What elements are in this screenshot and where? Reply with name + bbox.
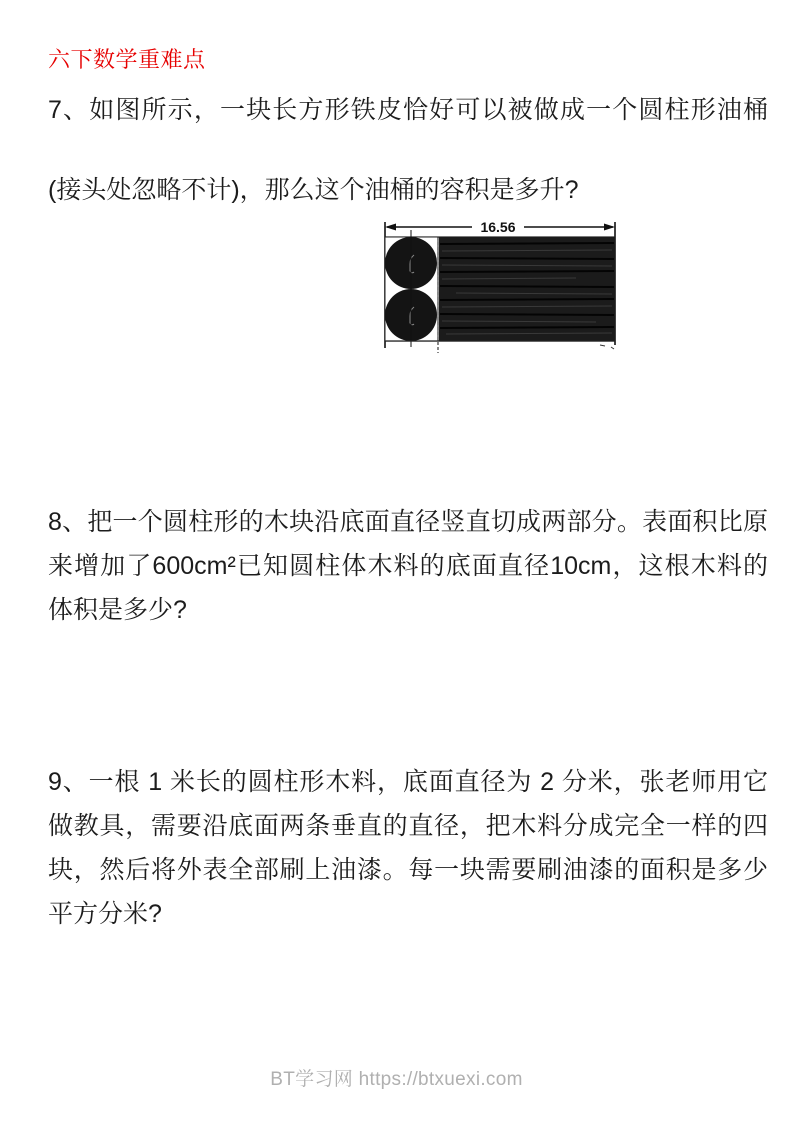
question-8-line-3: 体积是多少? (48, 596, 187, 624)
question-8-line-1: 8、把一个圆柱形的木块沿底面直径竖直切成两部分。表面积比原 (48, 508, 768, 536)
question-9-line-4: 平方分米? (48, 900, 162, 928)
shaded-body-region (439, 237, 615, 341)
question-7-line-2: (接头处忽略不计)，那么这个油桶的容积是多升? (48, 176, 579, 204)
site-watermark: BT学习网 https://btxuexi.com (270, 1069, 523, 1090)
corner-tick-1 (600, 345, 605, 346)
page-title: 六下数学重难点 (48, 47, 206, 72)
dimension-label: 16.56 (480, 219, 516, 235)
question-9-line-3: 块，然后将外表全部刷上油漆。每一块需要刷油漆的面积是多少 (48, 856, 768, 884)
question-8-line-2: 来增加了600cm²已知圆柱体木料的底面直径10cm，这根木料的 (48, 552, 768, 580)
cylinder-sheet-diagram (376, 214, 622, 356)
arrow-right-icon (604, 224, 615, 231)
cylinder-sheet-figure (376, 214, 622, 356)
arrow-left-icon (385, 224, 396, 231)
question-9-line-1: 9、一根 1 米长的圆柱形木料，底面直径为 2 分米，张老师用它 (48, 768, 768, 796)
question-7-line-1: 7、如图所示，一块长方形铁皮恰好可以被做成一个圆柱形油桶 (48, 96, 768, 124)
corner-tick-2 (611, 347, 614, 349)
question-9-line-2: 做教具，需要沿底面两条垂直的直径，把木料分成完全一样的四 (48, 812, 768, 840)
